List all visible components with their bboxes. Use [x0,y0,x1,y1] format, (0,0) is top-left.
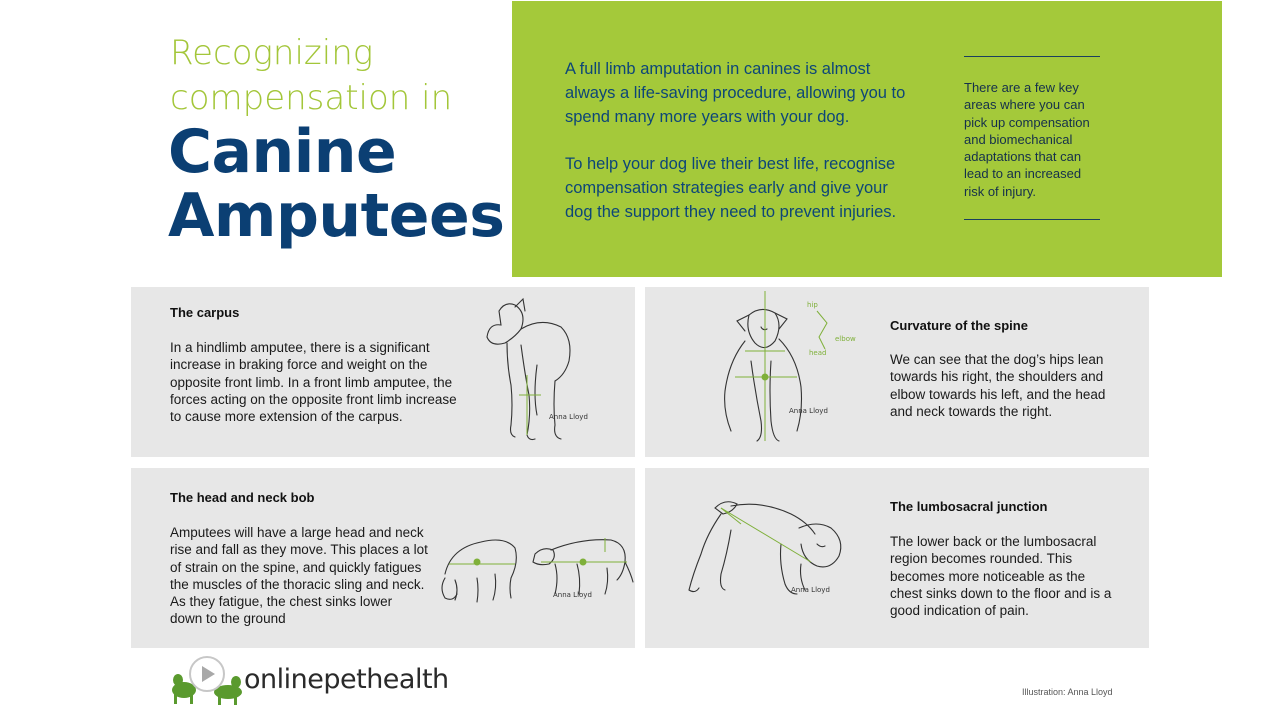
card-heading: The head and neck bob [170,490,315,505]
card-heading: The lumbosacral junction [890,499,1048,514]
title-line-1: Canine [168,117,397,187]
illustration-signature: Anna Lloyd [553,591,592,599]
intro-panel [512,1,1222,277]
illustration-signature: Anna Lloyd [791,586,830,594]
lumbosacral-dog-illustration [681,494,851,606]
side-note-bottom-rule [964,219,1100,220]
pets-silhouette-icon [170,654,244,706]
card-body: In a hindlimb amputee, there is a significant increase in braking force and weight on the opposite front limb. In a front limb amputee, the forces acting on the opposite front limb increase to cause more extension of the carpus. [170,340,457,425]
page-title [168,117,505,251]
title-line-2: Amputees [168,181,505,251]
logo-text: onlinepethealth [244,664,449,695]
head-neck-dog-illustration [431,518,635,608]
card-heading: The carpus [170,305,240,320]
card-spine [645,287,1149,457]
carpus-dog-illustration [471,295,591,455]
hip-label: hip [807,301,818,309]
illustration-credit: Illustration: Anna Lloyd [1022,687,1113,697]
card-carpus [131,287,635,457]
subtitle-line-1: Recognizing [170,33,374,73]
card-lumbosacral [645,468,1149,648]
onlinepethealth-logo[interactable] [170,654,470,706]
spine-dog-illustration [705,291,875,455]
card-body: The lower back or the lumbosacral region becomes rounded. This becomes more noticeable as the chest sinks down to the floor and is a good indication of pain. [890,534,1112,619]
intro-paragraph-2: To help your dog live their best life, recognise compensation strategies early and give your dog the support they need to prevent injuries. [565,155,897,221]
page-subtitle [170,31,490,121]
card-heading: Curvature of the spine [890,318,1028,333]
elbow-label: elbow [835,335,856,343]
illustration-signature: Anna Lloyd [549,413,588,421]
head-label: head [809,349,827,357]
illustration-signature: Anna Lloyd [789,407,828,415]
card-body: Amputees will have a large head and neck rise and fall as they move. This places a lot of strain on the spine, and quickly fatigues the muscles of the thoracic sling and neck. As they fatigue, the chest sinks lower down to the ground [170,525,428,627]
side-note: There are a few key areas where you can pick up compensation and biomechanical adaptations that can lead to an increased risk of injury. [964,80,1090,199]
card-body: We can see that the dog’s hips lean towards his right, the shoulders and elbow towards his left, and the head and neck towards the right. [890,352,1106,419]
side-note-top-rule [964,56,1100,57]
subtitle-line-2: compensation in [170,78,453,118]
intro-paragraph-1: A full limb amputation in canines is almost always a life-saving procedure, allowing you to spend many more years with your dog. [565,60,906,126]
card-head-neck [131,468,635,648]
